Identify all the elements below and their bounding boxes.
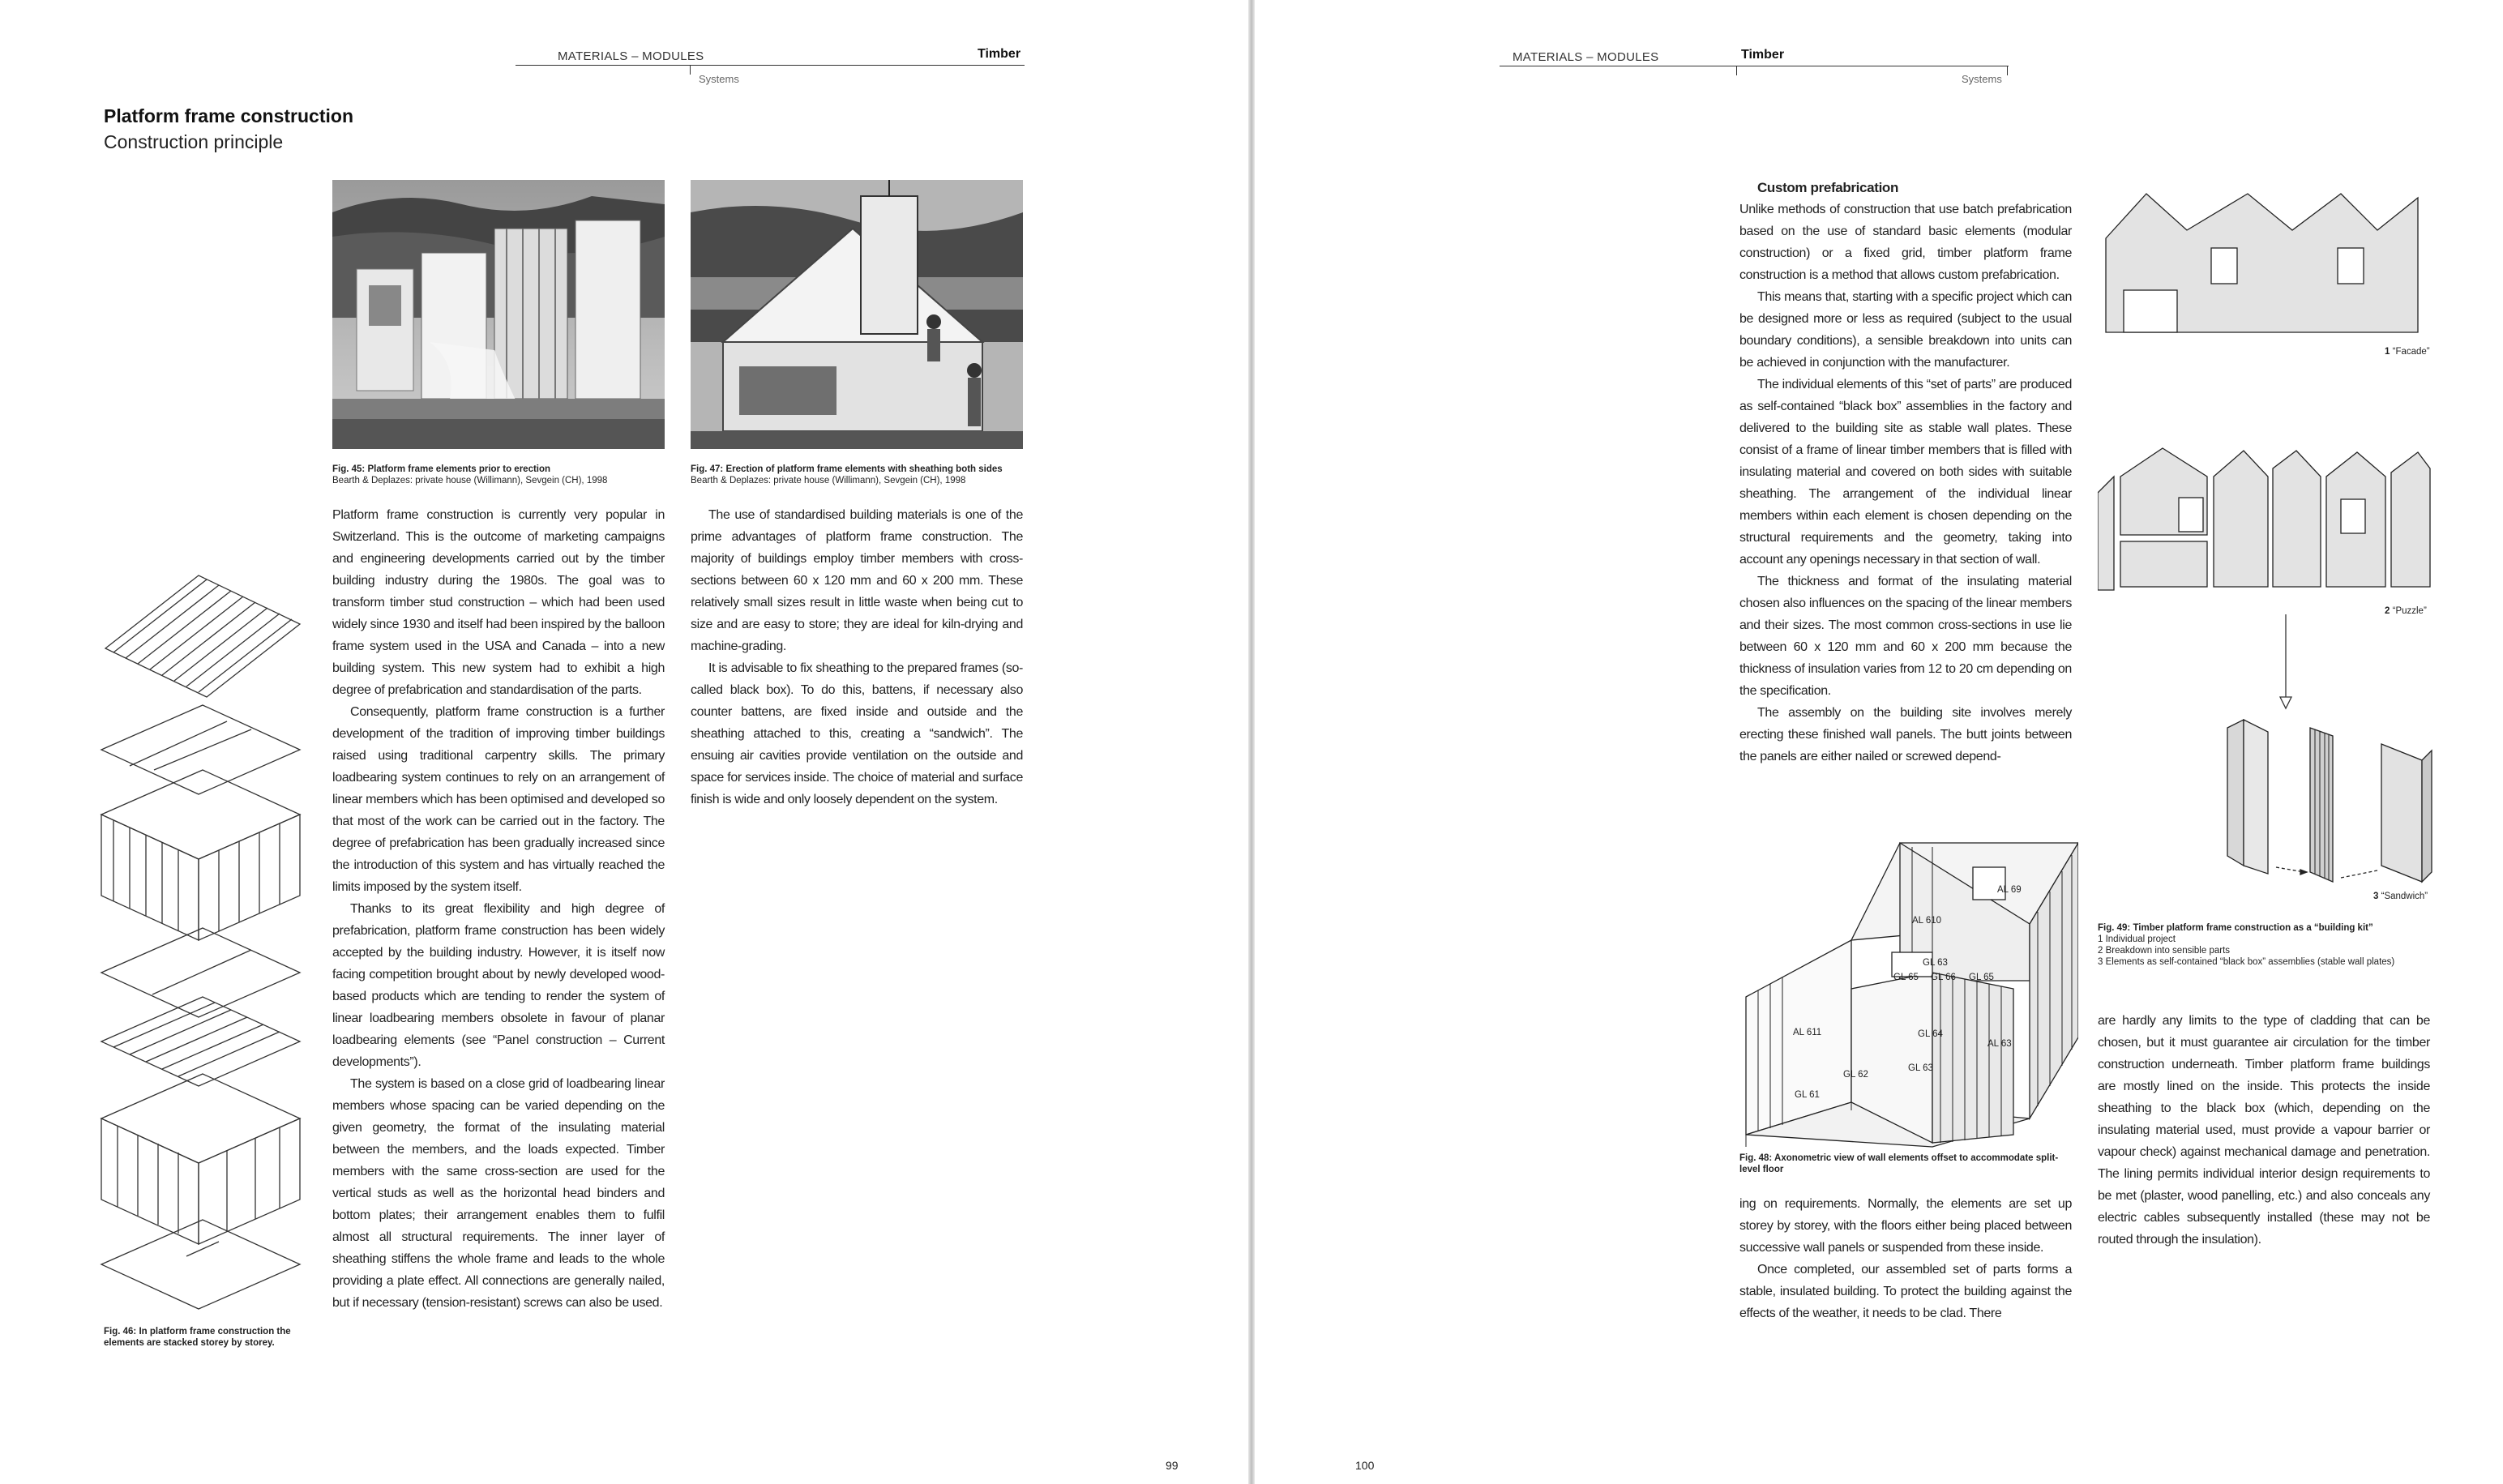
caption-fig49	[2098, 922, 2438, 968]
axo-label: GL 62	[1843, 1070, 1868, 1080]
rcol2-paragraph-1: are hardly any limits to the type of cladding that can be chosen, but it must guarantee air circulation for the timber construction underneath. Timber platform frame buildings are mostly lined on the inside. This protects the inside sheathing to the black box (which, depending on the insulating material used, must provide a vapour barrier or vapour check) against mechanical damage and penetration. The lining permits individual interior design requirements to be met (plaster, wood panelling, etc.) and also conceals any electric cables subsequently installed (these may not be routed through the insulation).	[2098, 1014, 2430, 1247]
page-number-left: 99	[1166, 1459, 1179, 1472]
left-page	[0, 0, 1248, 1484]
axo-label: GL 63	[1908, 1063, 1933, 1073]
header-section: MATERIALS – MODULES	[558, 49, 704, 63]
col1-paragraph-3: Thanks to its great flexibility and high degree of prefabrication, platform frame construction has been widely accepted by the building industry. However, it is itself now facing competition brought about by newly developed wood-based products which are tending to render the system of linear loadbearing members obsolete in favour of planar loadbearing elements (see “Panel construction – Current developments”).	[332, 902, 665, 1069]
axo-label: AL 610	[1912, 916, 1942, 926]
rcol1-paragraph-3: The individual elements of this “set of parts” are produced as self-contained “black box” assemblies in the factory and delivered to the building site as stable wall plates. These consist of a frame of linear timber members that is filled with insulating material and covered on both sides with suitable sheathing. The arrangement of the individual linear members within each element is chosen depending on the structural requirements and the geometry, taking into account any openings necessary in that section of wall.	[1739, 378, 2072, 567]
right-page	[1255, 0, 2503, 1484]
axo-label: GL 65	[1969, 973, 1994, 982]
caption-fig45-credit: Bearth & Deplazes: private house (Willimann), Sevgein (CH), 1998	[332, 476, 608, 485]
photo-fig47	[691, 180, 1023, 449]
header-tick-right	[2007, 66, 2008, 75]
col1-paragraph-1: Platform frame construction is currently very popular in Switzerland. This is the outcome of marketing campaigns and engineering developments carried out by the timber building industry during the 1980s. The goal was to transform timber stud construction – which had been used widely since 1930 and itself had been inspired by the balloon frame system used in the USA and Canada – into a new building system. This new system had to exhibit a high degree of prefabrication and standardisation of the parts.	[332, 508, 665, 697]
fig47-image	[691, 180, 1023, 449]
rcol1-paragraph-4: The thickness and format of the insulating material chosen also influences on the spacing of the linear members and their sizes. The most common cross-sections in use lie between 60 x 120 mm and 60 x 200 mm because the thickness of insulation varies from 12 to 20 cm depending on the specification.	[1739, 575, 2072, 698]
custom-prefab-heading: Custom prefabrication	[1757, 180, 1899, 195]
kit-label-3	[2373, 892, 2428, 901]
caption-fig47-label: Fig. 47: Erection of platform frame elements with sheathing both sides	[691, 464, 1003, 474]
fig48-axonometric	[1738, 827, 2078, 1151]
fig46-exploded-axonometric	[97, 551, 308, 1321]
body-column-right-1-cont	[1739, 1193, 2072, 1324]
rcol1-paragraph-2: This means that, starting with a specific project which can be designed more or less as required (subject to the usual boundary conditions), a sensible breakdown into units can be achieved in conjunction with the manufacturer.	[1739, 290, 2072, 370]
header-rule	[516, 65, 1025, 66]
header-title: Timber	[1741, 48, 1785, 62]
col1-paragraph-4: The system is based on a close grid of loadbearing linear members whose spacing can be varied depending on the given geometry, the format of the insulating material between the members, and the loads expected. Timber members with the same cross-section are used for the vertical studs as well as the horizontal head binders and bottom plates; their arrangement enables them to fulfil almost all structural requirements. The inner layer of sheathing stiffens the whole frame and leads to the whole providing a plate effect. All connections are generally nailed, but if necessary (tension-resistant) screws can also be used.	[332, 1077, 665, 1310]
axo-label: AL 611	[1793, 1028, 1822, 1037]
axo-label: GL 64	[1918, 1029, 1943, 1039]
body-column-2	[691, 504, 1023, 810]
body-column-1	[332, 504, 665, 1314]
caption-fig49-item-3: 3 Elements as self-contained “black box” assemblies (stable wall plates)	[2098, 957, 2395, 967]
book-gutter	[1248, 0, 1255, 1484]
kit-text-2: “Puzzle”	[2392, 606, 2427, 616]
header-title: Timber	[978, 47, 1021, 61]
caption-fig49-label: Fig. 49: Timber platform frame construction as a “building kit”	[2098, 923, 2373, 933]
axo-label: AL 63	[1987, 1039, 2012, 1049]
photo-fig45	[332, 180, 665, 449]
kit-text-3: “Sandwich”	[2381, 892, 2428, 901]
kit-diagram-sandwich	[2219, 712, 2446, 890]
col2-paragraph-2: It is advisable to fix sheathing to the prepared frames (so-called black box). To do this, battens, if necessary also counter battens, are fixed inside and outside and the sheathing attached to this, creating a “sandwich”. The ensuing air cavities provide ventilation on the outside and space for services inside. The choice of material and surface finish is wide and only loosely dependent on the system.	[691, 661, 1023, 806]
caption-fig45	[332, 464, 665, 486]
fig46-lower-walls	[101, 1074, 300, 1244]
rcol1-paragraph-1: Unlike methods of construction that use batch prefabrication based on the use of standard basic elements (modular construction) or a fixed grid, timber platform frame construction is a method that allows custom prefabrication.	[1739, 203, 2072, 282]
caption-fig47-credit: Bearth & Deplazes: private house (Willimann), Sevgein (CH), 1998	[691, 476, 966, 485]
kit-diagram-puzzle	[2098, 444, 2438, 606]
rcol1-cont-paragraph-2: Once completed, our assembled set of parts forms a stable, insulated building. To protect the building against the effects of the weather, it needs to be clad. There	[1739, 1263, 2072, 1320]
kit-label-2	[2385, 606, 2427, 616]
kit-number-2: 2	[2385, 606, 2390, 616]
rcol1-cont-paragraph-1: ing on requirements. Normally, the elements are set up storey by storey, with the floors either being placed between successive wall panels or suspended from these inside.	[1739, 1197, 2072, 1255]
header-subtitle: Systems	[1962, 73, 2002, 85]
axo-label: GL 66	[1931, 973, 1956, 982]
caption-fig48: Fig. 48: Axonometric view of wall elements offset to accommodate split-level floor	[1739, 1153, 2059, 1174]
kit-label-1	[2385, 347, 2430, 357]
caption-fig49-item-1: 1 Individual project	[2098, 934, 2176, 944]
kit-number-3: 3	[2373, 892, 2379, 901]
fig46-roof-rafters	[105, 575, 300, 697]
axo-label: GL 63	[1923, 958, 1948, 968]
fig46-upper-walls	[101, 770, 300, 940]
page-subheading: Construction principle	[104, 131, 284, 152]
page-number-right: 100	[1355, 1459, 1375, 1472]
fig46-attic-floor	[101, 705, 300, 794]
fig46-base-slab	[101, 1220, 300, 1309]
col2-paragraph-1: The use of standardised building materials is one of the prime advantages of platform frame construction. The majority of buildings employ timber members with cross-sections between 60 x 120 mm and 60 x 200 mm. These relatively small sizes result in little waste when being cut to size and are easy to store; they are ideal for kiln-drying and machine-grading.	[691, 508, 1023, 653]
fig45-image	[332, 180, 665, 449]
header-tick	[690, 65, 691, 75]
axo-label: GL 61	[1795, 1090, 1820, 1100]
header-tick-left	[1736, 66, 1737, 75]
axo-label: GL 65	[1893, 973, 1919, 982]
body-column-right-2	[2098, 1010, 2430, 1251]
rcol1-paragraph-5: The assembly on the building site involves merely erecting these finished wall panels. The butt joints between the panels are either nailed or screwed depend-	[1739, 706, 2072, 763]
page-heading: Platform frame construction	[104, 105, 353, 126]
axo-label: AL 69	[1997, 885, 2022, 895]
kit-number-1: 1	[2385, 347, 2390, 357]
col1-paragraph-2: Consequently, platform frame construction is a further development of the tradition of improving timber buildings raised using traditional carpentry skills. The primary loadbearing system continues to rely on an arrangement of linear members which has been optimised and developed so that most of the work can be carried out in the factory. The degree of prefabrication has been gradually increased since the introduction of this system and has virtually reached the limits imposed by the system itself.	[332, 705, 665, 894]
header-section: MATERIALS – MODULES	[1512, 50, 1659, 64]
kit-text-1: “Facade”	[2392, 347, 2430, 357]
kit-arrow-down	[2278, 614, 2294, 712]
caption-fig46: Fig. 46: In platform frame construction the elements are stacked storey by storey.	[104, 1327, 291, 1348]
caption-fig49-item-2: 2 Breakdown into sensible parts	[2098, 946, 2231, 956]
fig46-floor-joists	[101, 997, 300, 1086]
kit-diagram-facade	[2098, 182, 2438, 344]
body-column-right-1	[1739, 177, 2072, 768]
caption-fig45-label: Fig. 45: Platform frame elements prior to erection	[332, 464, 551, 474]
caption-fig47	[691, 464, 1023, 486]
header-subtitle: Systems	[699, 73, 739, 85]
